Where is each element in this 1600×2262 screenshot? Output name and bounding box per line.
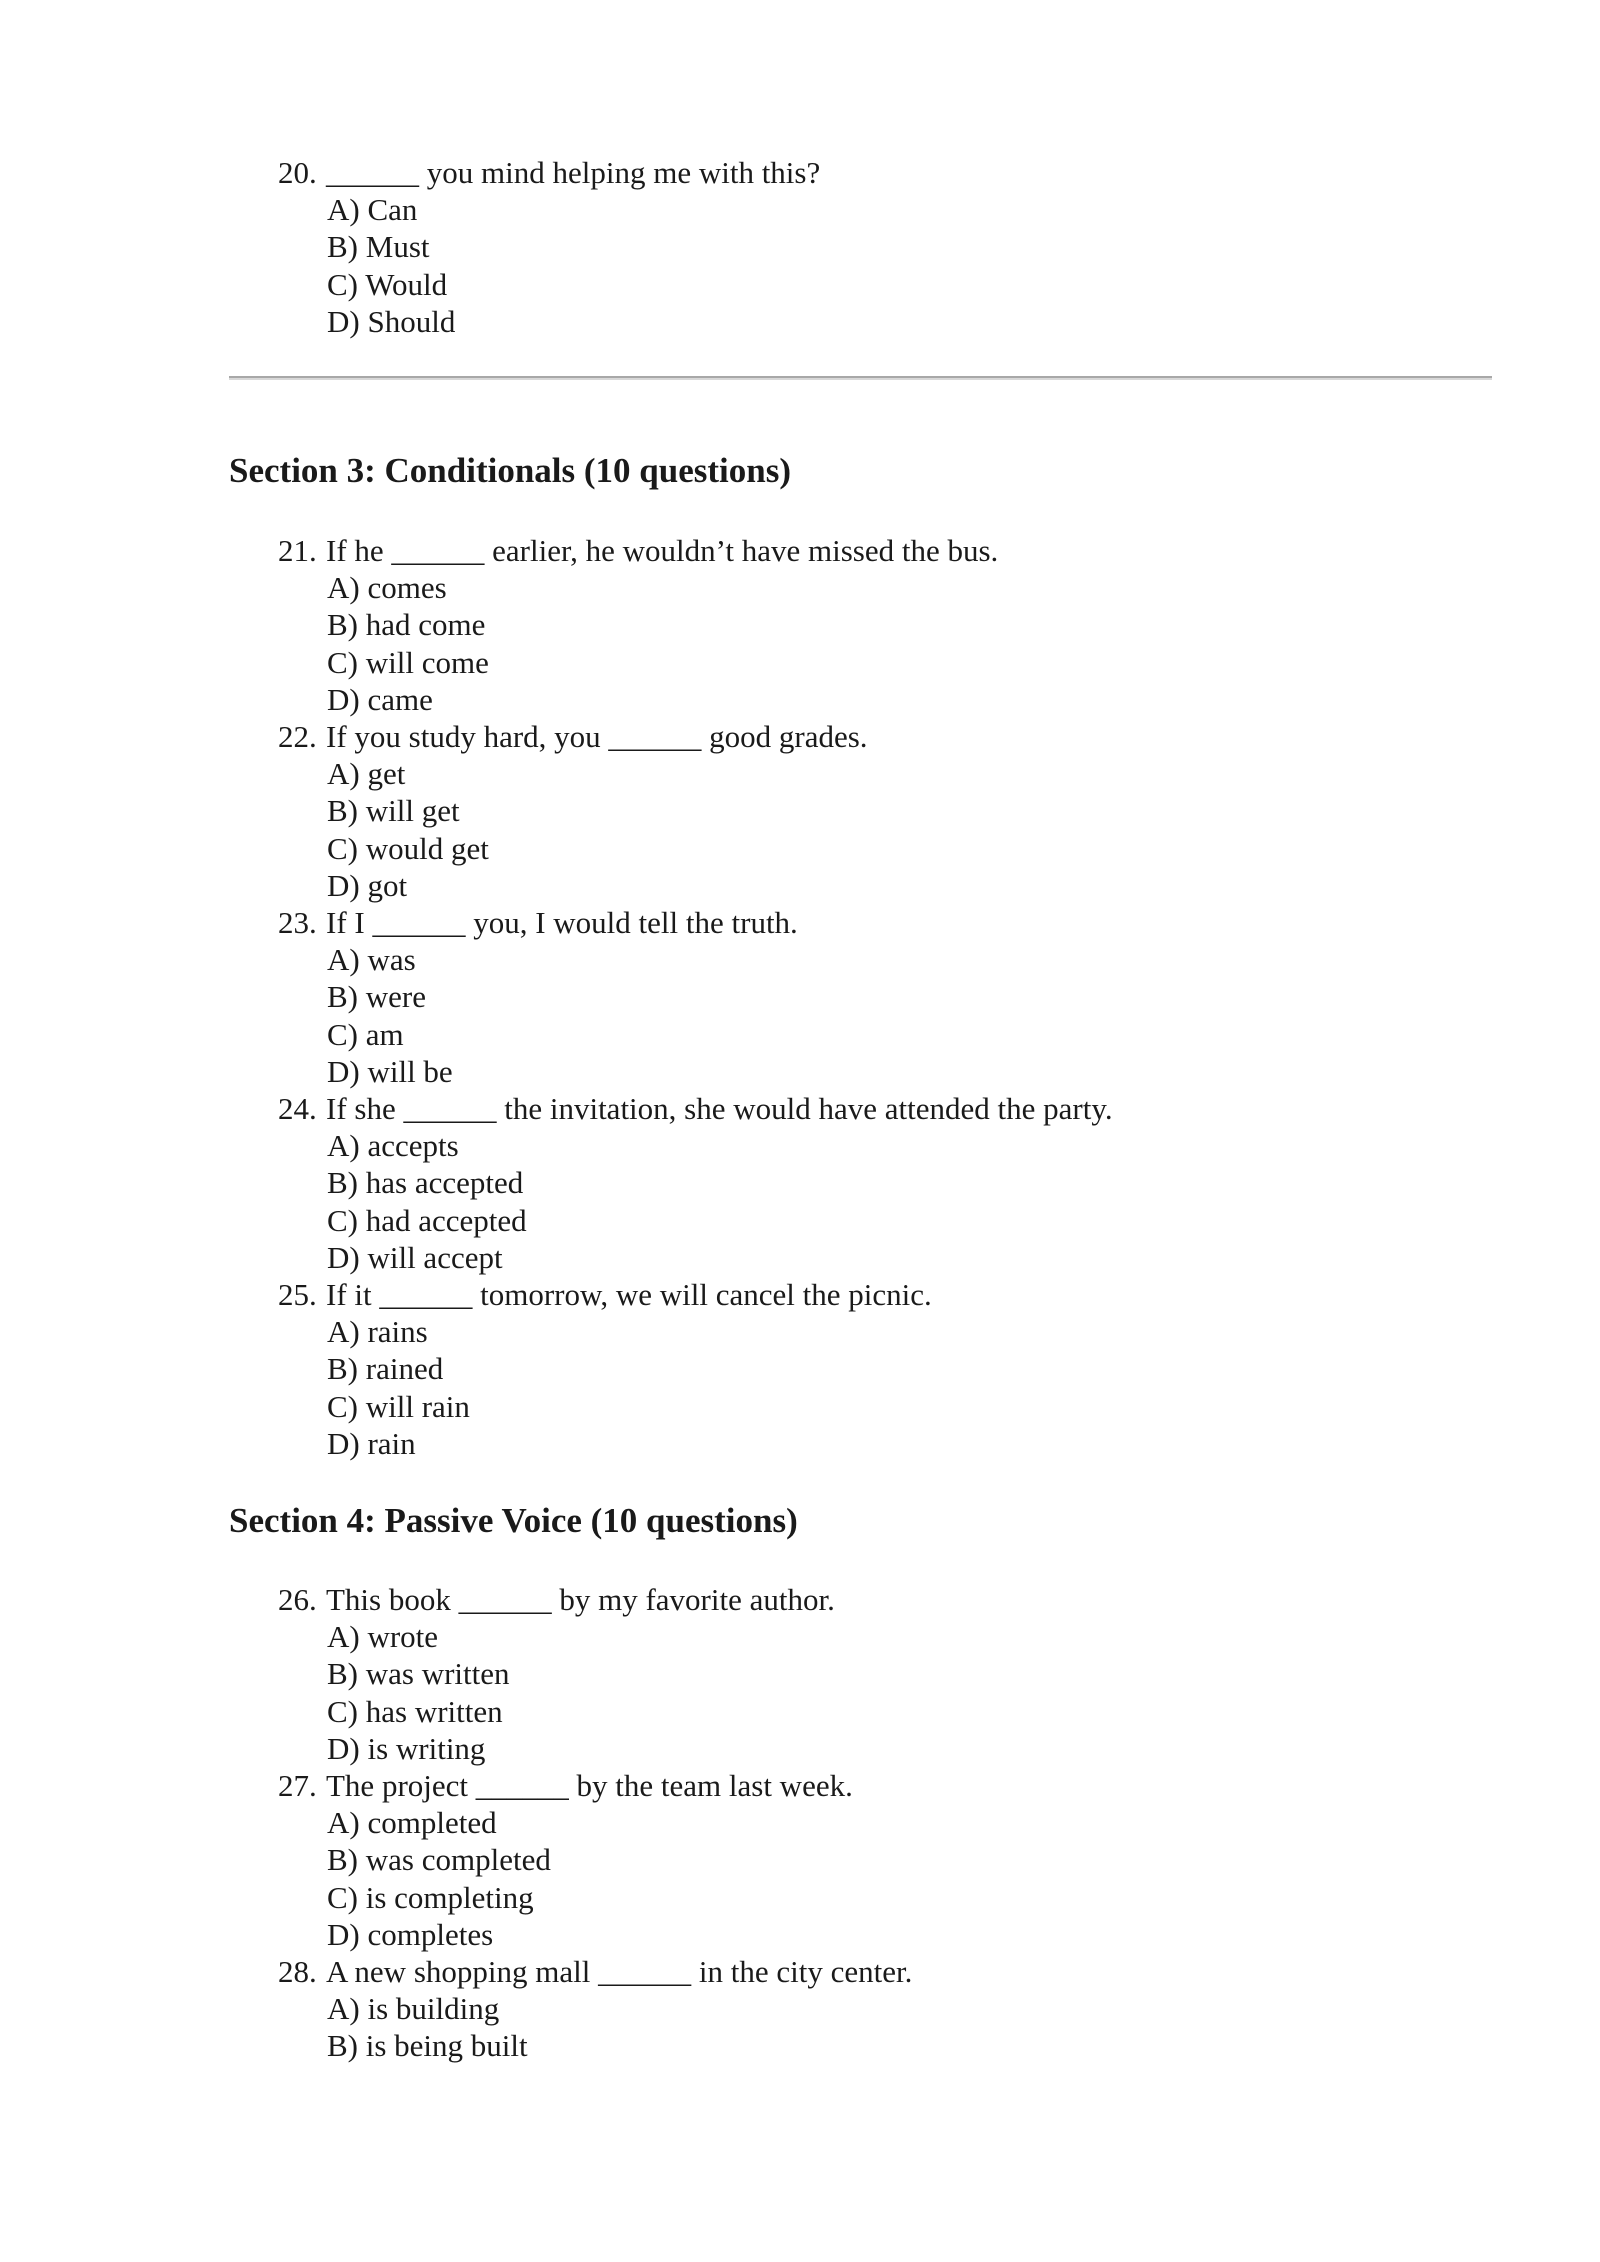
section-3-heading: Section 3: Conditionals (10 questions) bbox=[229, 451, 792, 490]
question-prompt: The project ______ by the team last week. bbox=[326, 1768, 853, 1804]
question-number: 24. bbox=[278, 1091, 317, 1127]
section-4-heading: Section 4: Passive Voice (10 questions) bbox=[229, 1501, 798, 1540]
option-a: A) accepts bbox=[327, 1128, 459, 1164]
answer-options bbox=[278, 755, 1113, 904]
question-text bbox=[278, 532, 1113, 569]
question-prompt: If he ______ earlier, he wouldn’t have missed the bus. bbox=[326, 533, 999, 568]
question-number: 26. bbox=[278, 1582, 317, 1617]
option-b: B) was written bbox=[327, 1656, 510, 1692]
question-27 bbox=[278, 1767, 912, 1953]
option-c: C) will rain bbox=[327, 1388, 470, 1424]
question-20 bbox=[278, 154, 820, 340]
question-22 bbox=[278, 718, 1113, 904]
question-text bbox=[278, 1767, 912, 1804]
answer-options bbox=[278, 1313, 1113, 1462]
option-c: C) had accepted bbox=[327, 1202, 527, 1238]
question-number: 23. bbox=[278, 905, 317, 941]
question-23 bbox=[278, 904, 1113, 1090]
option-a: A) is building bbox=[327, 1991, 500, 2027]
option-a: A) rains bbox=[327, 1314, 428, 1350]
option-a: A) was bbox=[327, 942, 416, 978]
question-prompt: ______ you mind helping me with this? bbox=[326, 155, 821, 190]
question-prompt: A new shopping mall ______ in the city center. bbox=[326, 1954, 913, 1990]
question-26 bbox=[278, 1581, 912, 1767]
horizontal-divider bbox=[229, 376, 1492, 380]
question-text bbox=[278, 718, 1113, 755]
question-prompt: If you study hard, you ______ good grades. bbox=[326, 719, 868, 755]
option-a: A) completed bbox=[327, 1805, 497, 1841]
question-number: 22. bbox=[278, 719, 317, 755]
question-number: 21. bbox=[278, 533, 317, 568]
option-b: B) were bbox=[327, 979, 426, 1015]
question-25 bbox=[278, 1276, 1113, 1462]
option-d: D) completes bbox=[327, 1916, 494, 1952]
option-c: C) Would bbox=[327, 266, 448, 302]
answer-options bbox=[278, 1804, 912, 1953]
section-3-questions bbox=[278, 532, 1113, 1462]
option-a: A) wrote bbox=[327, 1619, 439, 1655]
option-c: C) am bbox=[327, 1016, 404, 1052]
option-b: B) has accepted bbox=[327, 1165, 524, 1201]
option-d: D) will be bbox=[327, 1053, 453, 1089]
question-prompt: If it ______ tomorrow, we will cancel the picnic. bbox=[326, 1277, 932, 1313]
answer-options bbox=[278, 1618, 912, 1767]
question-text bbox=[278, 1090, 1113, 1127]
answer-options bbox=[278, 569, 1113, 718]
option-c: C) is completing bbox=[327, 1879, 534, 1915]
question-text bbox=[278, 154, 820, 191]
option-d: D) is writing bbox=[327, 1730, 486, 1766]
question-24 bbox=[278, 1090, 1113, 1276]
question-number: 25. bbox=[278, 1277, 317, 1313]
option-b: B) is being built bbox=[327, 2028, 528, 2064]
option-c: C) will come bbox=[327, 644, 489, 680]
option-d: D) rain bbox=[327, 1425, 416, 1461]
answer-options bbox=[278, 941, 1113, 1090]
option-b: B) had come bbox=[327, 607, 486, 643]
answer-options bbox=[278, 191, 820, 340]
question-prompt: If I ______ you, I would tell the truth. bbox=[326, 905, 798, 941]
option-c: C) would get bbox=[327, 830, 489, 866]
answer-options bbox=[278, 1127, 1113, 1276]
question-prompt: This book ______ by my favorite author. bbox=[326, 1582, 835, 1617]
question-text bbox=[278, 904, 1113, 941]
question-text bbox=[278, 1276, 1113, 1313]
option-d: D) came bbox=[327, 681, 433, 717]
question-prompt: If she ______ the invitation, she would have attended the party. bbox=[326, 1091, 1113, 1127]
question-28 bbox=[278, 1953, 912, 2065]
answer-options bbox=[278, 1990, 912, 2064]
section-4-questions bbox=[278, 1581, 912, 2065]
option-a: A) comes bbox=[327, 570, 447, 606]
option-d: D) Should bbox=[327, 303, 456, 339]
question-text bbox=[278, 1953, 912, 1990]
section-2-questions bbox=[278, 154, 820, 340]
option-d: D) will accept bbox=[327, 1239, 503, 1275]
option-a: A) Can bbox=[327, 192, 418, 228]
question-number: 20. bbox=[278, 155, 317, 190]
option-b: B) will get bbox=[327, 793, 460, 829]
option-b: B) was completed bbox=[327, 1842, 551, 1878]
question-number: 28. bbox=[278, 1954, 317, 1990]
question-text bbox=[278, 1581, 912, 1618]
question-number: 27. bbox=[278, 1768, 317, 1804]
option-a: A) get bbox=[327, 756, 406, 792]
option-c: C) has written bbox=[327, 1693, 503, 1729]
question-21 bbox=[278, 532, 1113, 718]
option-b: B) Must bbox=[327, 229, 430, 265]
option-d: D) got bbox=[327, 867, 408, 903]
option-b: B) rained bbox=[327, 1351, 444, 1387]
